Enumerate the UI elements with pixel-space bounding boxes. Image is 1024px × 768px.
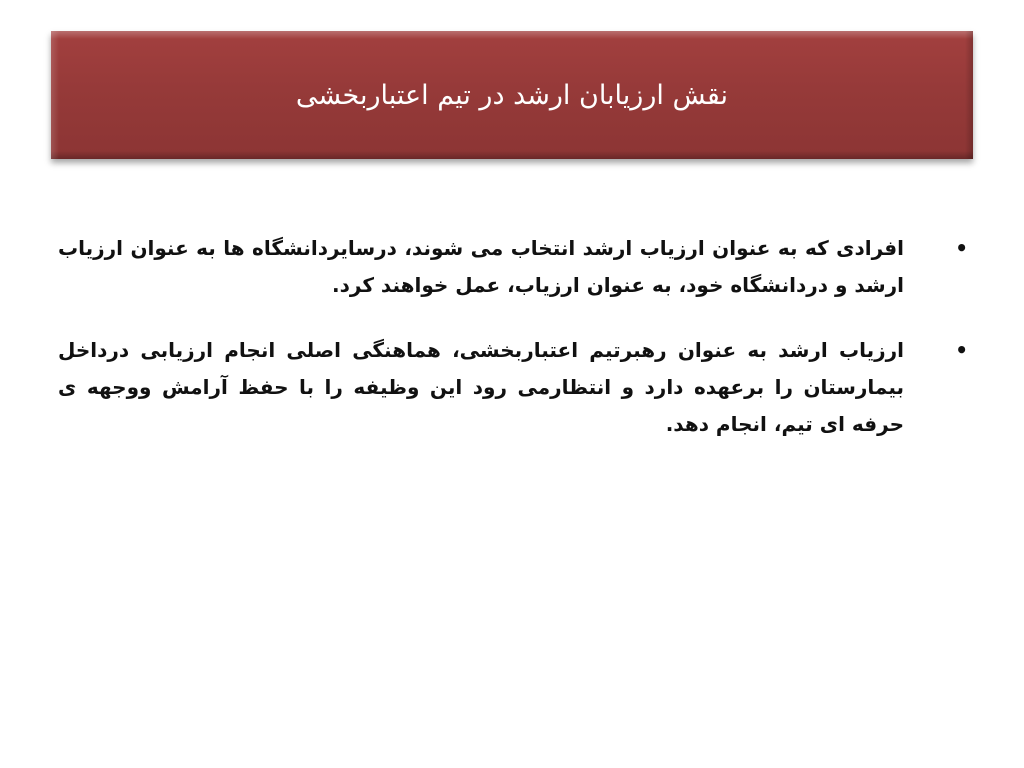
bullet-item xyxy=(58,230,968,304)
slide-title: نقش ارزیابان ارشد در تیم اعتباربخشی xyxy=(295,79,729,111)
bullet-text: افرادی که به عنوان ارزیاب ارشد انتخاب می شوند، درسایردانشگاه ها به عنوان ارزیاب ارشد و دردانشگاه خود، به عنوان ارزیاب، عمل خواهند کرد. xyxy=(58,236,904,297)
bullet-list xyxy=(58,230,968,471)
banner-bevel-left xyxy=(51,31,59,159)
bullet-point-icon: • xyxy=(955,338,968,362)
banner-bevel-right xyxy=(965,31,973,159)
bullet-text: ارزیاب ارشد به عنوان رهبرتیم اعتباربخشی، هماهنگی اصلی انجام ارزیابی درداخل بیمارستان را برعهده دارد و انتظارمی رود این وظیفه را با حفظ آرامش ووجهه ی حرفه ای تیم، انجام دهد. xyxy=(58,338,904,436)
banner-bevel-top xyxy=(51,31,973,39)
banner-bevel-bottom xyxy=(51,151,973,159)
title-banner xyxy=(51,31,973,159)
bullet-item xyxy=(58,332,968,443)
bullet-point-icon: • xyxy=(955,236,968,260)
